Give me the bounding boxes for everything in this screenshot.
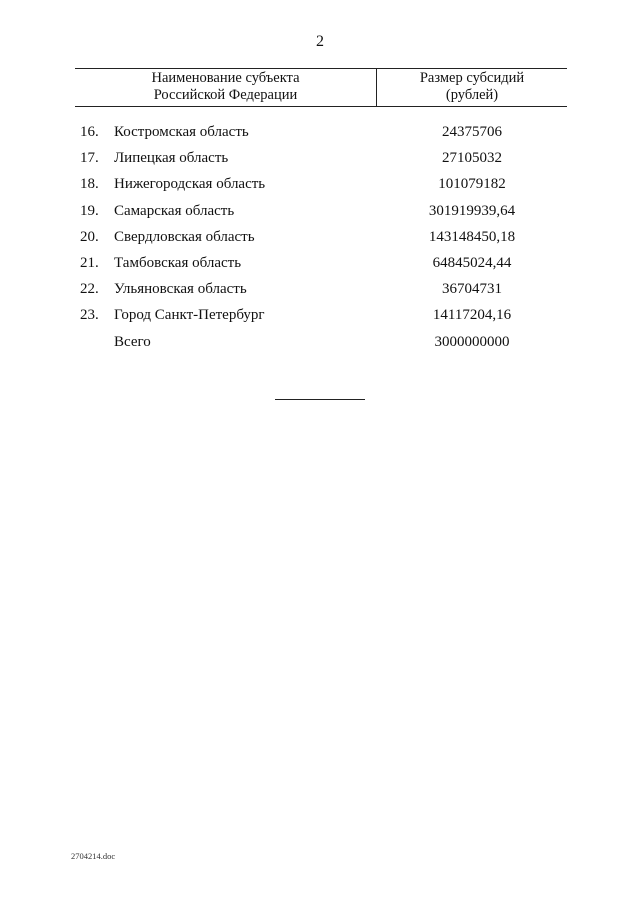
row-amount: 101079182 bbox=[438, 176, 506, 193]
table-row bbox=[0, 171, 640, 197]
table-row bbox=[0, 276, 640, 302]
row-amount: 36704731 bbox=[442, 281, 502, 298]
row-subject-name: Город Санкт-Петербург bbox=[114, 307, 265, 324]
row-number: 21. bbox=[80, 254, 99, 271]
table-body bbox=[0, 119, 640, 355]
table-row bbox=[0, 302, 640, 328]
page-number: 2 bbox=[316, 33, 324, 50]
total-label: Всего bbox=[114, 333, 151, 350]
row-number: 18. bbox=[80, 176, 99, 193]
document-file-code: 2704214.doc bbox=[71, 851, 116, 861]
row-subject-name: Липецкая область bbox=[114, 150, 229, 167]
row-number: 16. bbox=[80, 124, 99, 140]
column-header-amount-line2: (рублей) bbox=[445, 87, 499, 103]
table-row bbox=[0, 198, 640, 224]
column-header-subject bbox=[75, 69, 377, 106]
column-header-subject-line1: Наименование субъекта bbox=[151, 70, 300, 86]
row-number: 22. bbox=[80, 281, 99, 298]
column-header-amount bbox=[377, 69, 567, 106]
row-subject-name: Самарская область bbox=[114, 202, 235, 219]
row-number: 23. bbox=[80, 307, 99, 324]
column-header-subject-line2: Российской Федерации bbox=[153, 87, 298, 103]
row-subject-name: Свердловская область bbox=[114, 228, 255, 245]
row-amount: 27105032 bbox=[442, 150, 502, 167]
row-subject-name: Ульяновская область bbox=[114, 281, 247, 298]
table-row bbox=[0, 250, 640, 276]
row-amount: 143148450,18 bbox=[428, 228, 516, 245]
table-row bbox=[0, 145, 640, 171]
row-number: 19. bbox=[80, 202, 99, 219]
row-number: 20. bbox=[80, 228, 99, 245]
row-subject-name: Тамбовская область bbox=[114, 254, 242, 271]
table-header bbox=[75, 68, 567, 107]
column-header-amount-line1: Размер субсидий bbox=[419, 70, 525, 86]
end-of-document-rule bbox=[275, 399, 365, 400]
row-subject-name: Костромская область bbox=[114, 124, 249, 140]
row-amount: 301919939,64 bbox=[428, 202, 516, 219]
row-subject-name: Нижегородская область bbox=[114, 176, 266, 193]
table-row bbox=[0, 224, 640, 250]
table-row bbox=[0, 119, 640, 145]
row-amount: 14117204,16 bbox=[432, 307, 512, 324]
total-amount: 3000000000 bbox=[434, 333, 510, 350]
row-number: 17. bbox=[80, 150, 99, 167]
row-amount: 64845024,44 bbox=[432, 254, 512, 271]
row-amount: 24375706 bbox=[442, 124, 502, 140]
table-row-total bbox=[0, 329, 640, 355]
